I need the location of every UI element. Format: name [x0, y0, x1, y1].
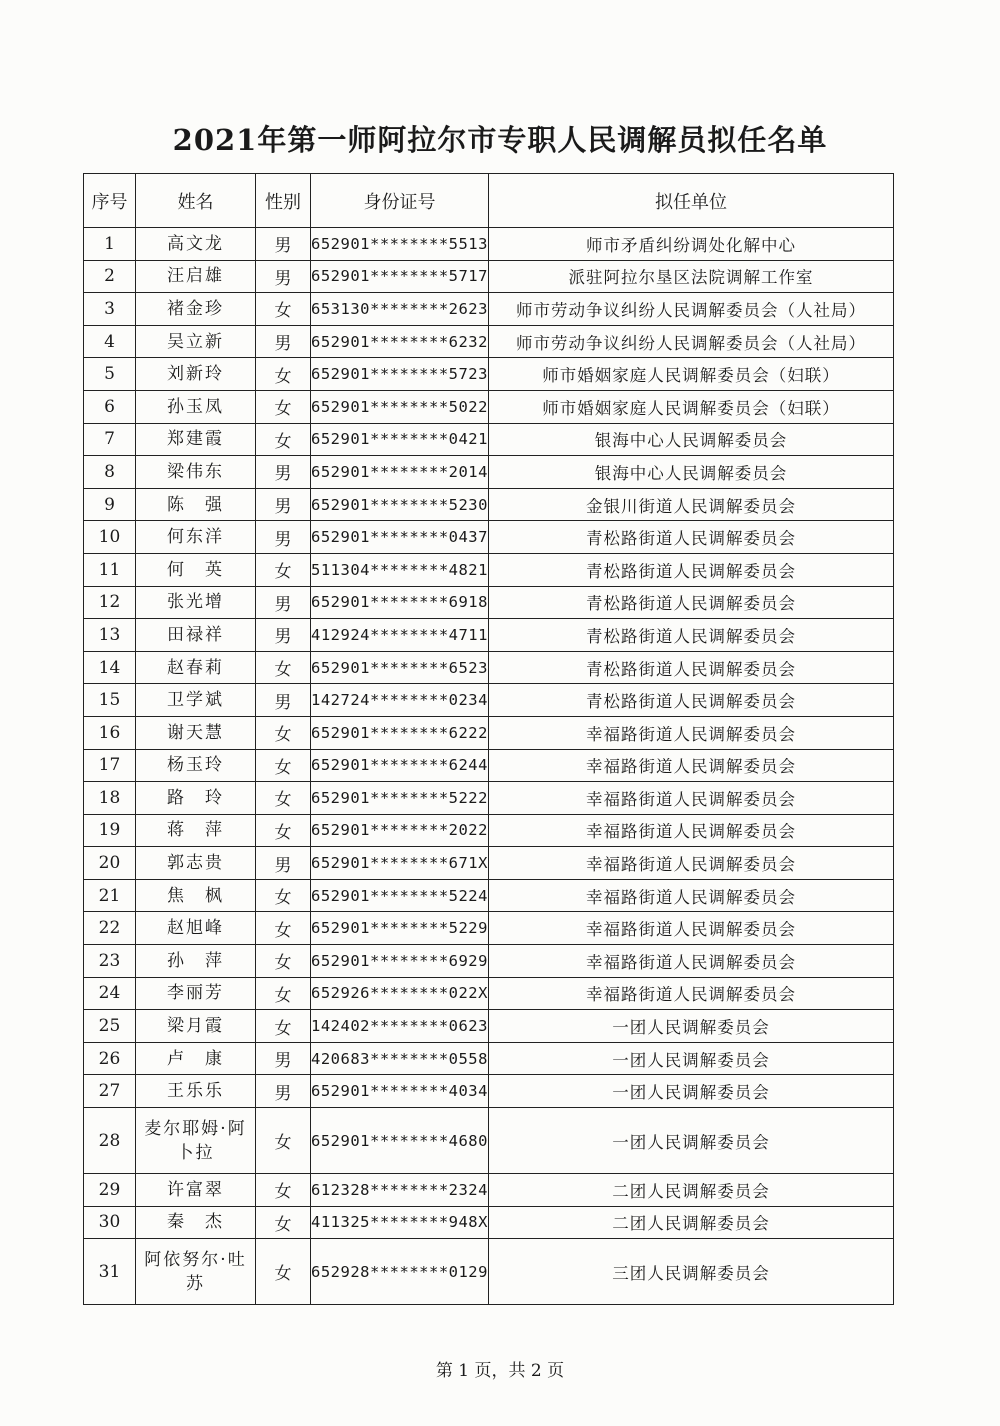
cell-name: 卫学斌	[136, 684, 256, 717]
cell-gender: 女	[256, 293, 311, 326]
cell-id-number: 652901********5513	[311, 228, 489, 261]
cell-name: 焦 枫	[136, 879, 256, 912]
cell-unit: 三团人民调解委员会	[489, 1239, 894, 1305]
table-row	[84, 553, 894, 586]
cell-gender: 女	[256, 977, 311, 1010]
cell-id-number: 652901********5022	[311, 390, 489, 423]
table-row	[84, 619, 894, 652]
cell-id-number: 652901********5222	[311, 782, 489, 815]
cell-unit: 青松路街道人民调解委员会	[489, 521, 894, 554]
cell-id-number: 142402********0623	[311, 1010, 489, 1043]
cell-gender: 男	[256, 586, 311, 619]
cell-gender: 女	[256, 1010, 311, 1043]
cell-seq: 4	[84, 325, 136, 358]
document-title: 2021年第一师阿拉尔市专职人民调解员拟任名单	[172, 123, 828, 157]
table-row	[84, 977, 894, 1010]
cell-seq: 15	[84, 684, 136, 717]
table-row	[84, 814, 894, 847]
cell-seq: 6	[84, 390, 136, 423]
table-header-row	[84, 174, 894, 228]
cell-seq: 23	[84, 945, 136, 978]
cell-seq: 14	[84, 651, 136, 684]
cell-unit: 青松路街道人民调解委员会	[489, 619, 894, 652]
cell-seq: 11	[84, 553, 136, 586]
cell-unit: 青松路街道人民调解委员会	[489, 684, 894, 717]
cell-seq: 12	[84, 586, 136, 619]
cell-name: 李丽芳	[136, 977, 256, 1010]
cell-id-number: 652901********5723	[311, 358, 489, 391]
header-unit: 拟任单位	[489, 174, 894, 228]
cell-unit: 师市劳动争议纠纷人民调解委员会（人社局）	[489, 293, 894, 326]
cell-id-number: 652901********5230	[311, 488, 489, 521]
cell-seq: 7	[84, 423, 136, 456]
cell-seq: 17	[84, 749, 136, 782]
cell-unit: 师市婚姻家庭人民调解委员会（妇联）	[489, 358, 894, 391]
table-row	[84, 260, 894, 293]
table-row	[84, 586, 894, 619]
cell-seq: 16	[84, 716, 136, 749]
table-row	[84, 1042, 894, 1075]
cell-id-number: 652901********6244	[311, 749, 489, 782]
cell-name: 郑建霞	[136, 423, 256, 456]
cell-unit: 师市婚姻家庭人民调解委员会（妇联）	[489, 390, 894, 423]
cell-name: 卢 康	[136, 1042, 256, 1075]
cell-unit: 幸福路街道人民调解委员会	[489, 912, 894, 945]
cell-id-number: 653130********2623	[311, 293, 489, 326]
cell-seq: 31	[84, 1239, 136, 1305]
cell-unit: 师市劳动争议纠纷人民调解委员会（人社局）	[489, 325, 894, 358]
header-seq: 序号	[84, 174, 136, 228]
cell-id-number: 612328********2324	[311, 1174, 489, 1207]
cell-name: 麦尔耶姆·阿卜拉	[136, 1108, 256, 1174]
cell-name: 杨玉玲	[136, 749, 256, 782]
cell-unit: 一团人民调解委员会	[489, 1042, 894, 1075]
cell-id-number: 652901********6929	[311, 945, 489, 978]
cell-gender: 女	[256, 1108, 311, 1174]
cell-gender: 男	[256, 1075, 311, 1108]
table-row	[84, 749, 894, 782]
table-body	[84, 228, 894, 1305]
cell-unit: 幸福路街道人民调解委员会	[489, 945, 894, 978]
cell-seq: 2	[84, 260, 136, 293]
cell-unit: 青松路街道人民调解委员会	[489, 651, 894, 684]
cell-name: 陈 强	[136, 488, 256, 521]
cell-gender: 男	[256, 684, 311, 717]
table-row	[84, 390, 894, 423]
header-gender: 性别	[256, 174, 311, 228]
cell-seq: 30	[84, 1206, 136, 1239]
cell-seq: 21	[84, 879, 136, 912]
cell-id-number: 652901********2022	[311, 814, 489, 847]
cell-name: 何东洋	[136, 521, 256, 554]
cell-seq: 19	[84, 814, 136, 847]
cell-seq: 13	[84, 619, 136, 652]
appointee-table	[83, 173, 894, 1305]
cell-gender: 女	[256, 912, 311, 945]
header-name: 姓名	[136, 174, 256, 228]
cell-gender: 女	[256, 749, 311, 782]
table-row	[84, 945, 894, 978]
cell-seq: 27	[84, 1075, 136, 1108]
cell-name: 路 玲	[136, 782, 256, 815]
page-footer: 第 1 页，共 2 页	[435, 1361, 565, 1381]
cell-unit: 青松路街道人民调解委员会	[489, 586, 894, 619]
cell-unit: 银海中心人民调解委员会	[489, 423, 894, 456]
cell-name: 许富翠	[136, 1174, 256, 1207]
cell-name: 蒋 萍	[136, 814, 256, 847]
cell-unit: 一团人民调解委员会	[489, 1010, 894, 1043]
cell-id-number: 411325********948X	[311, 1206, 489, 1239]
cell-name: 郭志贵	[136, 847, 256, 880]
cell-unit: 幸福路街道人民调解委员会	[489, 749, 894, 782]
table-row	[84, 879, 894, 912]
cell-gender: 女	[256, 553, 311, 586]
cell-seq: 28	[84, 1108, 136, 1174]
table-row	[84, 716, 894, 749]
table-row	[84, 912, 894, 945]
cell-gender: 男	[256, 456, 311, 489]
cell-name: 谢天慧	[136, 716, 256, 749]
cell-unit: 幸福路街道人民调解委员会	[489, 814, 894, 847]
cell-name: 阿依努尔·吐苏	[136, 1239, 256, 1305]
cell-id-number: 652901********6523	[311, 651, 489, 684]
cell-gender: 女	[256, 716, 311, 749]
cell-id-number: 652901********671X	[311, 847, 489, 880]
table-row	[84, 423, 894, 456]
cell-seq: 5	[84, 358, 136, 391]
cell-unit: 二团人民调解委员会	[489, 1206, 894, 1239]
cell-gender: 女	[256, 814, 311, 847]
cell-unit: 幸福路街道人民调解委员会	[489, 782, 894, 815]
header-id-number: 身份证号	[311, 174, 489, 228]
cell-id-number: 142724********0234	[311, 684, 489, 717]
cell-name: 孙 萍	[136, 945, 256, 978]
cell-gender: 女	[256, 1174, 311, 1207]
cell-name: 吴立新	[136, 325, 256, 358]
table-row	[84, 1010, 894, 1043]
cell-gender: 女	[256, 782, 311, 815]
cell-id-number: 652901********5229	[311, 912, 489, 945]
cell-name: 刘新玲	[136, 358, 256, 391]
cell-name: 孙玉凤	[136, 390, 256, 423]
cell-name: 何 英	[136, 553, 256, 586]
cell-seq: 3	[84, 293, 136, 326]
cell-unit: 师市矛盾纠纷调处化解中心	[489, 228, 894, 261]
cell-id-number: 652926********022X	[311, 977, 489, 1010]
cell-id-number: 652901********2014	[311, 456, 489, 489]
cell-gender: 女	[256, 879, 311, 912]
cell-id-number: 652901********5224	[311, 879, 489, 912]
cell-id-number: 420683********0558	[311, 1042, 489, 1075]
cell-name: 王乐乐	[136, 1075, 256, 1108]
cell-id-number: 652901********6222	[311, 716, 489, 749]
cell-id-number: 652901********4034	[311, 1075, 489, 1108]
cell-gender: 女	[256, 945, 311, 978]
cell-seq: 18	[84, 782, 136, 815]
cell-name: 高文龙	[136, 228, 256, 261]
cell-id-number: 652901********4680	[311, 1108, 489, 1174]
cell-id-number: 511304********4821	[311, 553, 489, 586]
table-row	[84, 1075, 894, 1108]
cell-seq: 20	[84, 847, 136, 880]
cell-gender: 男	[256, 1042, 311, 1075]
cell-id-number: 652901********5717	[311, 260, 489, 293]
cell-gender: 女	[256, 390, 311, 423]
cell-unit: 一团人民调解委员会	[489, 1108, 894, 1174]
table-row	[84, 325, 894, 358]
table-row	[84, 456, 894, 489]
cell-id-number: 652901********6918	[311, 586, 489, 619]
cell-gender: 女	[256, 358, 311, 391]
cell-seq: 26	[84, 1042, 136, 1075]
cell-name: 梁月霞	[136, 1010, 256, 1043]
cell-name: 褚金珍	[136, 293, 256, 326]
table-row	[84, 293, 894, 326]
cell-name: 赵春莉	[136, 651, 256, 684]
cell-seq: 24	[84, 977, 136, 1010]
cell-name: 赵旭峰	[136, 912, 256, 945]
cell-unit: 青松路街道人民调解委员会	[489, 553, 894, 586]
cell-id-number: 652901********0421	[311, 423, 489, 456]
cell-seq: 25	[84, 1010, 136, 1043]
table-row	[84, 1206, 894, 1239]
table-row	[84, 228, 894, 261]
cell-gender: 女	[256, 1239, 311, 1305]
cell-gender: 男	[256, 228, 311, 261]
table-row	[84, 1108, 894, 1174]
cell-seq: 8	[84, 456, 136, 489]
cell-gender: 男	[256, 325, 311, 358]
table-row	[84, 1239, 894, 1305]
cell-name: 汪启雄	[136, 260, 256, 293]
cell-unit: 幸福路街道人民调解委员会	[489, 879, 894, 912]
cell-seq: 9	[84, 488, 136, 521]
table-row	[84, 651, 894, 684]
cell-unit: 幸福路街道人民调解委员会	[489, 716, 894, 749]
table-row	[84, 358, 894, 391]
cell-unit: 一团人民调解委员会	[489, 1075, 894, 1108]
cell-gender: 女	[256, 423, 311, 456]
cell-name: 田禄祥	[136, 619, 256, 652]
cell-gender: 女	[256, 1206, 311, 1239]
cell-id-number: 652928********0129	[311, 1239, 489, 1305]
cell-seq: 22	[84, 912, 136, 945]
cell-gender: 男	[256, 521, 311, 554]
table-row	[84, 1174, 894, 1207]
table-row	[84, 488, 894, 521]
cell-seq: 29	[84, 1174, 136, 1207]
cell-name: 张光增	[136, 586, 256, 619]
cell-seq: 10	[84, 521, 136, 554]
cell-unit: 派驻阿拉尔垦区法院调解工作室	[489, 260, 894, 293]
cell-name: 秦 杰	[136, 1206, 256, 1239]
cell-gender: 男	[256, 847, 311, 880]
table-row	[84, 521, 894, 554]
cell-id-number: 652901********0437	[311, 521, 489, 554]
cell-gender: 女	[256, 651, 311, 684]
table-row	[84, 782, 894, 815]
cell-seq: 1	[84, 228, 136, 261]
cell-id-number: 652901********6232	[311, 325, 489, 358]
cell-unit: 幸福路街道人民调解委员会	[489, 847, 894, 880]
cell-unit: 幸福路街道人民调解委员会	[489, 977, 894, 1010]
table-row	[84, 847, 894, 880]
cell-unit: 金银川街道人民调解委员会	[489, 488, 894, 521]
cell-id-number: 412924********4711	[311, 619, 489, 652]
cell-gender: 男	[256, 619, 311, 652]
cell-gender: 男	[256, 260, 311, 293]
cell-gender: 男	[256, 488, 311, 521]
cell-unit: 二团人民调解委员会	[489, 1174, 894, 1207]
table-row	[84, 684, 894, 717]
cell-name: 梁伟东	[136, 456, 256, 489]
cell-unit: 银海中心人民调解委员会	[489, 456, 894, 489]
